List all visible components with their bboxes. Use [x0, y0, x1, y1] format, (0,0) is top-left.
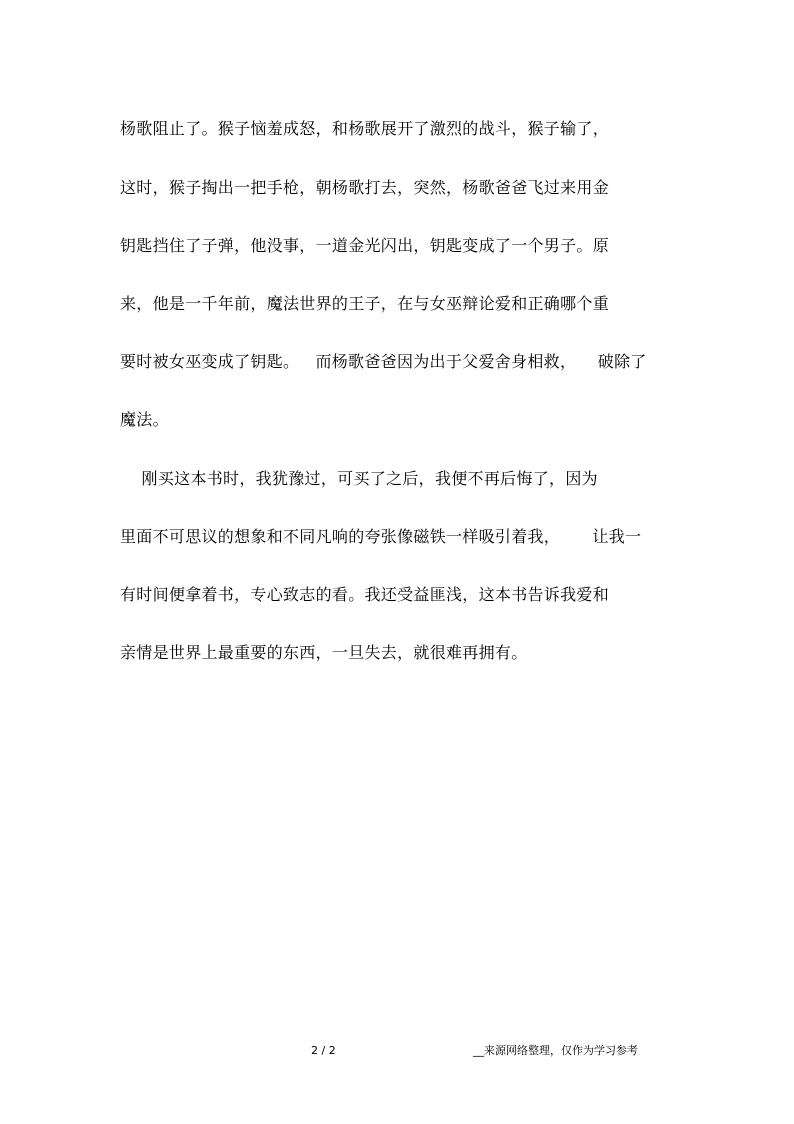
- body-text-line: 有时间便拿着书，专心致志的看。我还受益匪浅，这本书告诉我爱和: [120, 585, 610, 604]
- body-text-line: 这时，猴子掏出一把手枪，朝杨歌打去，突然，杨歌爸爸飞过来用金: [120, 178, 610, 197]
- body-text-line: 魔法。: [120, 410, 169, 429]
- body-text-line: 杨歌阻止了。猴子恼羞成怒，和杨歌展开了激烈的战斗，猴子输了，: [120, 119, 610, 138]
- body-text-line: 刚买这本书时，我犹豫过，可买了之后，我便不再后悔了，因为: [120, 469, 598, 488]
- source-note: __来源网络整理，仅作为学习参考: [473, 1044, 638, 1057]
- body-text-line: 钥匙挡住了子弹，他没事，一道金光闪出，钥匙变成了一个男子。原: [120, 236, 610, 255]
- page-number: 2 / 2: [311, 1044, 336, 1057]
- body-text-line: 要时被女巫变成了钥匙。 而杨歌爸爸因为出于父爱舍身相救， 破除了: [120, 352, 647, 371]
- body-text-line: 亲情是世界上最重要的东西，一旦失去，就很难再拥有。: [120, 643, 528, 662]
- body-text-line: 里面不可思议的想象和不同凡响的夸张像磁铁一样吸引着我， 让我一: [120, 527, 642, 546]
- body-text-line: 来，他是一千年前，魔法世界的王子，在与女巫辩论爱和正确哪个重: [120, 294, 610, 313]
